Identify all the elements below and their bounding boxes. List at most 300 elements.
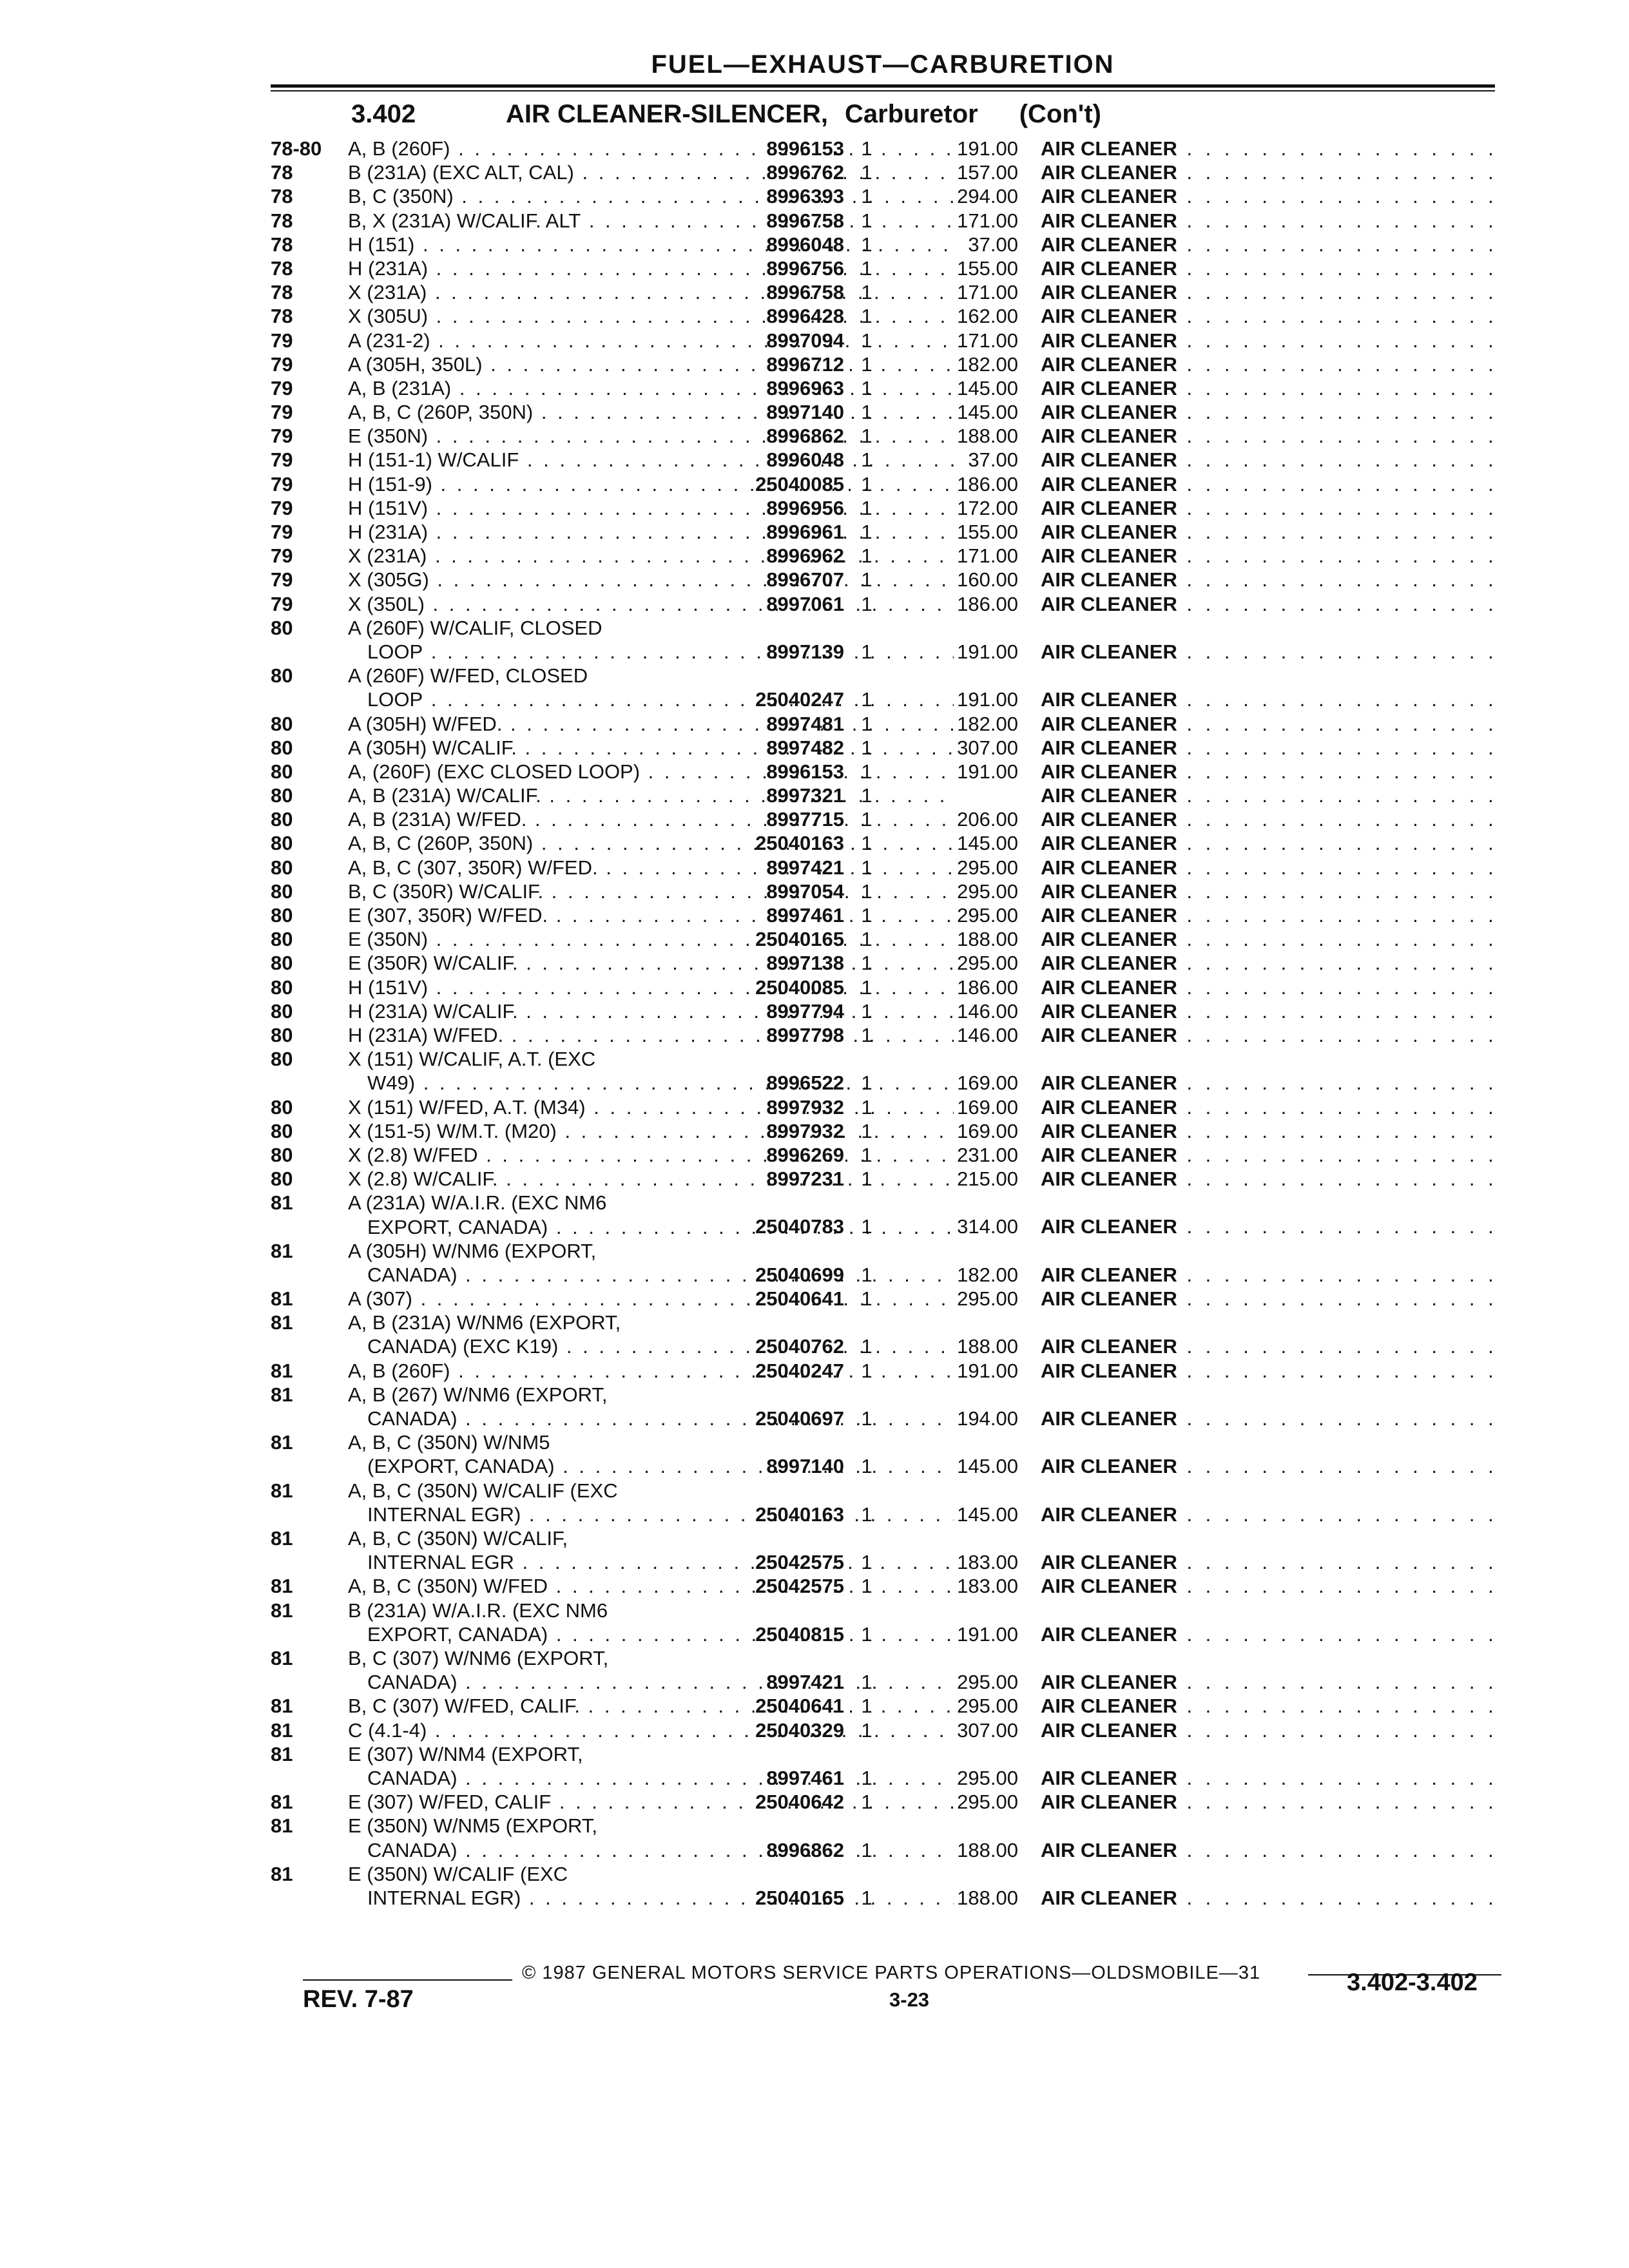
- quantity: 1: [861, 712, 872, 735]
- price: 295.00: [957, 1287, 1018, 1311]
- part-number: 8996758: [766, 209, 844, 232]
- quantity: 1: [861, 1119, 872, 1142]
- quantity: 1: [861, 329, 872, 352]
- table-row: [271, 280, 1527, 304]
- table-row: [271, 1479, 1527, 1526]
- quantity: 1: [861, 1287, 872, 1311]
- price: 146.00: [957, 999, 1018, 1023]
- quantity: 1: [861, 736, 872, 759]
- quantity: 1: [861, 1023, 872, 1046]
- price: 295.00: [957, 879, 1018, 903]
- quantity: 1: [861, 808, 872, 831]
- description-line: A, B, C (307, 350R) W/FED. . . .: [348, 856, 954, 879]
- table-row: [271, 1143, 1527, 1167]
- model-year: 78: [271, 281, 293, 304]
- table-row: [271, 856, 1527, 879]
- description-line: E (350N) . . .: [348, 424, 954, 448]
- part-number: 25040697: [755, 1407, 844, 1430]
- table-row: [271, 1287, 1527, 1311]
- description-line: H (231A) . . .: [348, 256, 954, 280]
- part-name: AIR CLEANER . . .: [1041, 1143, 1505, 1167]
- description-line: E (307) W/FED, CALIF . . .: [348, 1790, 954, 1814]
- price: 171.00: [957, 544, 1018, 568]
- part-name: AIR CLEANER . . .: [1041, 1407, 1505, 1430]
- price: 145.00: [957, 832, 1018, 855]
- part-name: AIR CLEANER . . .: [1041, 1766, 1505, 1790]
- quantity: 1: [861, 879, 872, 903]
- price: 188.00: [957, 928, 1018, 951]
- part-number: 25040165: [755, 1886, 844, 1909]
- part-name: AIR CLEANER . . .: [1041, 448, 1505, 472]
- header-divider: [271, 90, 1495, 91]
- table-row: [271, 137, 1527, 160]
- table-row: [271, 1047, 1527, 1095]
- description-line: A (260F) W/FED, CLOSED: [348, 664, 588, 687]
- model-year: 81: [271, 1239, 293, 1262]
- price: 171.00: [957, 281, 1018, 304]
- quantity: 1: [861, 352, 872, 376]
- table-row: [271, 1694, 1527, 1718]
- price: 206.00: [957, 808, 1018, 831]
- quantity: 1: [861, 161, 872, 184]
- table-row: [271, 304, 1527, 328]
- part-number: 8997798: [766, 1023, 844, 1046]
- model-year: 80: [271, 736, 293, 759]
- part-name: AIR CLEANER . . .: [1041, 184, 1505, 208]
- model-year: 81: [271, 1479, 293, 1502]
- price: 145.00: [957, 376, 1018, 399]
- price: 169.00: [957, 1072, 1018, 1095]
- model-year: 80: [271, 999, 293, 1023]
- description-line: (EXPORT, CANADA) . . .: [348, 1454, 954, 1478]
- part-name: AIR CLEANER . . .: [1041, 856, 1505, 879]
- description-line: INTERNAL EGR . . .: [348, 1550, 954, 1574]
- price: 186.00: [957, 592, 1018, 615]
- model-year: 80: [271, 712, 293, 735]
- table-row: [271, 329, 1527, 352]
- model-year: 81: [271, 1287, 293, 1311]
- description-line: B (231A) W/A.I.R. (EXC NM6: [348, 1599, 608, 1622]
- quantity: 1: [861, 1671, 872, 1694]
- part-name: AIR CLEANER . . .: [1041, 760, 1505, 783]
- description-line: X (151) W/FED, A.T. (M34) . . .: [348, 1095, 954, 1119]
- model-year: 81: [271, 1742, 293, 1765]
- part-number: 25040085: [755, 975, 844, 999]
- part-number: 8997231: [766, 1168, 844, 1191]
- model-year: 81: [271, 1718, 293, 1742]
- description-line: B, C (307) W/NM6 (EXPORT,: [348, 1646, 609, 1669]
- part-number: 8996961: [766, 521, 844, 543]
- table-row: [271, 1119, 1527, 1143]
- table-row: [271, 1239, 1527, 1287]
- quantity: 1: [861, 1455, 872, 1478]
- model-year: 79: [271, 568, 293, 591]
- part-number: 8996862: [766, 425, 844, 448]
- price: 171.00: [957, 329, 1018, 352]
- part-name: AIR CLEANER . . .: [1041, 783, 1505, 807]
- table-row: [271, 831, 1527, 855]
- description-line: X (305U) . . .: [348, 304, 954, 328]
- part-number: 25040329: [755, 1718, 844, 1742]
- price: 295.00: [957, 1671, 1018, 1694]
- description-line: E (350R) W/CALIF. . . .: [348, 951, 954, 975]
- table-row: [271, 424, 1527, 448]
- part-name: AIR CLEANER . . .: [1041, 280, 1505, 304]
- description-line: EXPORT, CANADA) . . .: [348, 1215, 954, 1239]
- price: 215.00: [957, 1168, 1018, 1191]
- table-row: [271, 807, 1527, 831]
- model-year: 81: [271, 1191, 293, 1215]
- model-year: 81: [271, 1431, 293, 1454]
- part-number: 8997421: [766, 856, 844, 879]
- description-line: LOOP . . .: [348, 640, 954, 664]
- footer-rule-left: [303, 1979, 512, 1981]
- price: 182.00: [957, 352, 1018, 376]
- price: 155.00: [957, 521, 1018, 543]
- table-row: [271, 376, 1527, 400]
- quantity: 1: [861, 1695, 872, 1718]
- part-name: AIR CLEANER . . .: [1041, 592, 1505, 616]
- part-number: 8997139: [766, 640, 844, 663]
- quantity: 1: [861, 975, 872, 999]
- description-line: A, (260F) (EXC CLOSED LOOP) . . .: [348, 760, 954, 783]
- part-number: 25040247: [755, 1359, 844, 1382]
- description-line: INTERNAL EGR) . . .: [348, 1886, 954, 1910]
- model-year: 79: [271, 448, 293, 472]
- part-name: AIR CLEANER . . .: [1041, 1287, 1505, 1311]
- description-line: B, C (350N) . . .: [348, 184, 954, 208]
- description-line: CANADA) (EXC K19) . . .: [348, 1334, 954, 1358]
- quantity: 1: [861, 1503, 872, 1526]
- price: 295.00: [957, 1766, 1018, 1789]
- quantity: 1: [861, 185, 872, 208]
- description-line: X (2.8) W/FED . . .: [348, 1143, 954, 1167]
- part-name: AIR CLEANER . . .: [1041, 1334, 1505, 1358]
- description-line: H (151-9) . . .: [348, 472, 954, 496]
- part-number: 25040163: [755, 1503, 844, 1526]
- table-row: [271, 233, 1527, 256]
- table-row: [271, 903, 1527, 927]
- description-line: X (231A) . . .: [348, 544, 954, 568]
- model-year: 79: [271, 592, 293, 615]
- table-row: [271, 209, 1527, 233]
- table-row: [271, 951, 1527, 975]
- table-row: [271, 448, 1527, 472]
- quantity: 1: [861, 209, 872, 232]
- model-year: 81: [271, 1599, 293, 1622]
- page-header: [271, 50, 1495, 88]
- part-name: AIR CLEANER . . .: [1041, 568, 1505, 591]
- quantity: 1: [861, 281, 872, 304]
- part-name: AIR CLEANER . . .: [1041, 1550, 1505, 1574]
- section-continued: (Con't): [1019, 100, 1101, 128]
- model-year: 81: [271, 1646, 293, 1669]
- description-line: CANADA) . . .: [348, 1766, 954, 1790]
- part-number: 25040641: [755, 1287, 844, 1311]
- description-line: A, B (267) W/NM6 (EXPORT,: [348, 1383, 608, 1406]
- part-number: 8997054: [766, 879, 844, 903]
- model-year: 81: [271, 1383, 293, 1406]
- price: 172.00: [957, 496, 1018, 519]
- description-line: CANADA) . . .: [348, 1263, 954, 1287]
- table-row: [271, 783, 1527, 807]
- description-line: E (350N) W/NM5 (EXPORT,: [348, 1814, 598, 1838]
- part-name: AIR CLEANER . . .: [1041, 376, 1505, 400]
- quantity: 1: [861, 832, 872, 855]
- description-line: H (231A) W/CALIF. . . .: [348, 999, 954, 1023]
- table-row: [271, 1095, 1527, 1119]
- price: 146.00: [957, 1023, 1018, 1046]
- quantity: 1: [861, 1791, 872, 1814]
- description-line: A, B (231A) W/CALIF. . . .: [348, 783, 954, 807]
- price: 157.00: [957, 161, 1018, 184]
- part-name: AIR CLEANER . . .: [1041, 1718, 1505, 1742]
- description-line: E (350N) W/CALIF (EXC: [348, 1862, 568, 1885]
- part-number: 8996153: [766, 760, 844, 783]
- quantity: 1: [861, 856, 872, 879]
- price: 155.00: [957, 256, 1018, 280]
- part-name: AIR CLEANER . . .: [1041, 1790, 1505, 1814]
- description-line: A, B, C (350N) W/FED . . .: [348, 1574, 954, 1598]
- section-number: 3.402: [351, 100, 416, 128]
- quantity: 1: [861, 1766, 872, 1789]
- page-title: FUEL—EXHAUST—CARBURETION: [651, 50, 1115, 79]
- part-name: AIR CLEANER . . .: [1041, 1119, 1505, 1143]
- table-row: [271, 256, 1527, 280]
- price: 191.00: [957, 137, 1018, 160]
- price: 314.00: [957, 1215, 1018, 1238]
- price: 295.00: [957, 1695, 1018, 1718]
- description-line: H (151V) . . .: [348, 496, 954, 520]
- quantity: 1: [861, 521, 872, 543]
- quantity: 1: [861, 1718, 872, 1742]
- description-line: A (305H) W/FED. . . .: [348, 712, 954, 736]
- part-name: AIR CLEANER . . .: [1041, 1574, 1505, 1598]
- model-year: 80: [271, 664, 293, 687]
- description-line: H (151) . . .: [348, 233, 954, 256]
- part-name: AIR CLEANER . . .: [1041, 687, 1505, 711]
- part-number: 8996712: [766, 352, 844, 376]
- table-row: [271, 592, 1527, 616]
- model-year: 78: [271, 161, 293, 184]
- part-number: 8997138: [766, 952, 844, 975]
- part-name: AIR CLEANER . . .: [1041, 640, 1505, 664]
- part-number: 25040699: [755, 1263, 844, 1286]
- price: 171.00: [957, 209, 1018, 232]
- part-number: 8997140: [766, 401, 844, 424]
- quantity: 1: [861, 233, 872, 256]
- table-row: [271, 736, 1527, 760]
- part-number: 25040641: [755, 1695, 844, 1718]
- model-year: 78: [271, 185, 293, 208]
- table-row: [271, 544, 1527, 568]
- part-number: 8996153: [766, 137, 844, 160]
- part-number: 25040165: [755, 928, 844, 951]
- table-row: [271, 496, 1527, 520]
- model-year: 80: [271, 616, 293, 639]
- price: 169.00: [957, 1119, 1018, 1142]
- price: 307.00: [957, 1718, 1018, 1742]
- part-number: 8997321: [766, 784, 844, 807]
- description-line: A (260F) W/CALIF, CLOSED: [348, 616, 602, 639]
- description-line: X (231A) . . .: [348, 280, 954, 304]
- table-row: [271, 1718, 1527, 1742]
- model-year: 79: [271, 521, 293, 543]
- part-number: 25040762: [755, 1335, 844, 1358]
- table-row: [271, 1790, 1527, 1814]
- description-line: A, B, C (350N) W/CALIF,: [348, 1527, 568, 1550]
- quantity: 1: [861, 137, 872, 160]
- part-number: 8997094: [766, 329, 844, 352]
- part-number: 8997140: [766, 1455, 844, 1478]
- description-line: A (307) . . .: [348, 1287, 954, 1311]
- quantity: 1: [861, 401, 872, 424]
- table-row: [271, 1383, 1527, 1430]
- quantity: 1: [861, 592, 872, 615]
- model-year: 79: [271, 496, 293, 519]
- table-row: [271, 1191, 1527, 1238]
- quantity: 1: [861, 1359, 872, 1382]
- table-row: [271, 352, 1527, 376]
- quantity: 1: [861, 1551, 872, 1574]
- price: 191.00: [957, 760, 1018, 783]
- part-name: AIR CLEANER . . .: [1041, 400, 1505, 424]
- table-row: [271, 664, 1527, 711]
- description-line: X (151-5) W/M.T. (M20) . . .: [348, 1119, 954, 1143]
- part-name: AIR CLEANER . . .: [1041, 1503, 1505, 1526]
- section-title: AIR CLEANER-SILENCER,: [506, 100, 829, 128]
- model-year: 80: [271, 1119, 293, 1142]
- description-line: E (307, 350R) W/FED. . . .: [348, 903, 954, 927]
- part-name: AIR CLEANER . . .: [1041, 352, 1505, 376]
- table-row: [271, 1574, 1527, 1598]
- description-line: B, C (350R) W/CALIF. . . .: [348, 879, 954, 903]
- model-year: 80: [271, 928, 293, 951]
- model-year: 80: [271, 856, 293, 879]
- part-name: AIR CLEANER . . .: [1041, 160, 1505, 184]
- quantity: 1: [861, 1838, 872, 1861]
- part-name: AIR CLEANER . . .: [1041, 1622, 1505, 1646]
- table-row: [271, 975, 1527, 999]
- model-year: 80: [271, 808, 293, 831]
- price: 231.00: [957, 1143, 1018, 1166]
- table-row: [271, 1023, 1527, 1047]
- table-row: [271, 1599, 1527, 1646]
- part-number: 25042575: [755, 1575, 844, 1598]
- description-line: CANADA) . . .: [348, 1838, 954, 1862]
- model-year: 80: [271, 760, 293, 783]
- section-range: 3.402-3.402: [1347, 1969, 1478, 1996]
- quantity: 1: [861, 688, 872, 711]
- model-year: 80: [271, 784, 293, 807]
- price: 294.00: [957, 185, 1018, 208]
- price: 191.00: [957, 1622, 1018, 1646]
- price: 295.00: [957, 904, 1018, 927]
- quantity: 1: [861, 448, 872, 472]
- description-line: A, B, C (260P, 350N) . . .: [348, 831, 954, 855]
- quantity: 1: [861, 425, 872, 448]
- price: 295.00: [957, 1791, 1018, 1814]
- part-number: 8997421: [766, 1671, 844, 1694]
- part-number: 8996048: [766, 233, 844, 256]
- quantity: 1: [861, 1263, 872, 1286]
- description-line: E (307) W/NM4 (EXPORT,: [348, 1742, 583, 1765]
- price: 194.00: [957, 1407, 1018, 1430]
- model-year: 79: [271, 472, 293, 495]
- part-name: AIR CLEANER . . .: [1041, 496, 1505, 520]
- part-number: 8997461: [766, 1766, 844, 1789]
- part-number: 8997061: [766, 592, 844, 615]
- price: 183.00: [957, 1551, 1018, 1574]
- table-row: [271, 520, 1527, 544]
- model-year: 78: [271, 256, 293, 280]
- part-number: 8996428: [766, 305, 844, 328]
- description-line: X (2.8) W/CALIF. . . .: [348, 1167, 954, 1191]
- part-name: AIR CLEANER . . .: [1041, 1886, 1505, 1910]
- description-line: CANADA) . . .: [348, 1407, 954, 1430]
- table-row: [271, 927, 1527, 951]
- part-number: 25040163: [755, 832, 844, 855]
- part-name: AIR CLEANER . . .: [1041, 831, 1505, 855]
- price: 307.00: [957, 736, 1018, 759]
- description-line: A, B, C (350N) W/NM5: [348, 1431, 550, 1454]
- model-year: 80: [271, 879, 293, 903]
- part-number: 8997715: [766, 808, 844, 831]
- model-year: 78: [271, 233, 293, 256]
- price: 162.00: [957, 305, 1018, 328]
- quantity: 1: [861, 999, 872, 1023]
- quantity: 1: [861, 784, 872, 807]
- part-number: 25040085: [755, 472, 844, 495]
- description-line: A, B (231A) . . .: [348, 376, 954, 400]
- quantity: 1: [861, 1143, 872, 1166]
- quantity: 1: [861, 1335, 872, 1358]
- part-name: AIR CLEANER . . .: [1041, 1694, 1505, 1718]
- part-name: AIR CLEANER . . .: [1041, 736, 1505, 760]
- section-heading: [351, 100, 1101, 129]
- part-number: 8997481: [766, 712, 844, 735]
- price: 191.00: [957, 1359, 1018, 1382]
- quantity: 1: [861, 1575, 872, 1598]
- description-line: X (151) W/CALIF, A.T. (EXC: [348, 1048, 596, 1071]
- quantity: 1: [861, 496, 872, 519]
- model-year: 81: [271, 1814, 293, 1838]
- quantity: 1: [861, 305, 872, 328]
- quantity: 1: [861, 1095, 872, 1119]
- quantity: 1: [861, 1168, 872, 1191]
- price: 188.00: [957, 1335, 1018, 1358]
- model-year: 81: [271, 1862, 293, 1885]
- model-year: 79: [271, 425, 293, 448]
- description-line: A, B, C (260P, 350N) . . .: [348, 400, 954, 424]
- part-name: AIR CLEANER . . .: [1041, 1167, 1505, 1191]
- part-number: 25040815: [755, 1622, 844, 1646]
- model-year: 80: [271, 952, 293, 975]
- table-row: [271, 400, 1527, 424]
- part-name: AIR CLEANER . . .: [1041, 209, 1505, 233]
- description-line: E (350N) . . .: [348, 927, 954, 951]
- price: 182.00: [957, 712, 1018, 735]
- model-year: 78: [271, 305, 293, 328]
- part-number: 8997932: [766, 1119, 844, 1142]
- description-line: B (231A) (EXC ALT, CAL) . . .: [348, 160, 954, 184]
- part-number: 8996962: [766, 544, 844, 568]
- part-name: AIR CLEANER . . .: [1041, 712, 1505, 736]
- model-year: 81: [271, 1695, 293, 1718]
- quantity: 1: [861, 904, 872, 927]
- description-line: H (151-1) W/CALIF . . .: [348, 448, 954, 472]
- part-name: AIR CLEANER . . .: [1041, 304, 1505, 328]
